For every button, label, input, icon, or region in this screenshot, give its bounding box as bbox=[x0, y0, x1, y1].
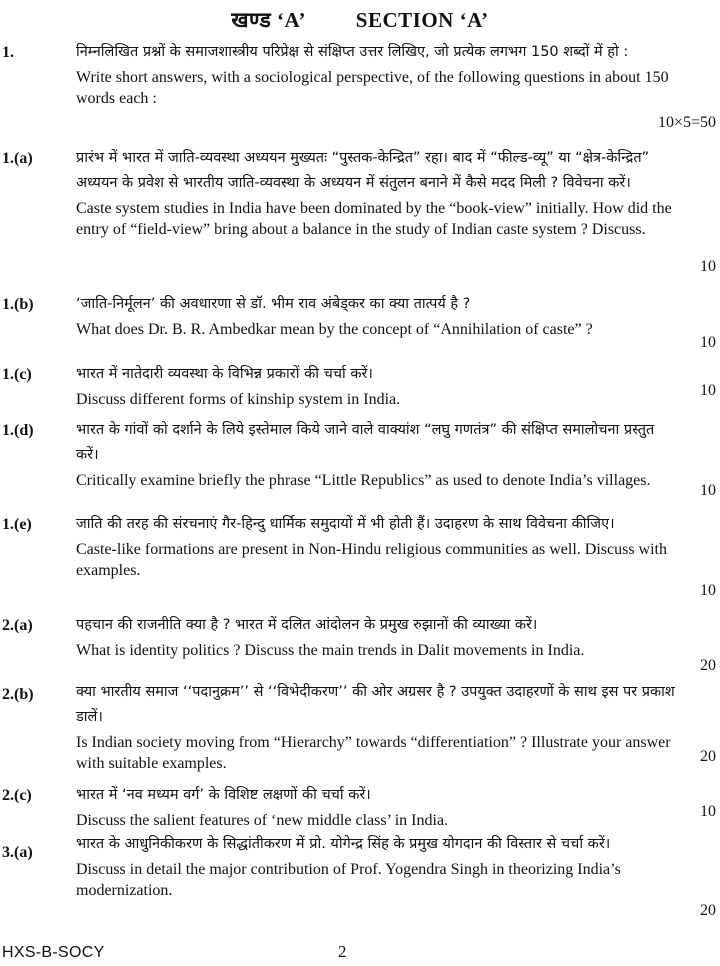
question-number: 1.(e) bbox=[2, 516, 32, 533]
question-text-english: Caste system studies in India have been dominated by the “book-view” initially. How did the entry of “field-view” bring about a balance in the study of Indian caste system ? Discuss. bbox=[76, 200, 672, 238]
question-text-hindi: पहचान की राजनीति क्या है ? भारत में दलित आंदोलन के प्रमुख रुझानों की व्याख्या करें। bbox=[76, 617, 538, 633]
question-text-hindi: भारत के आधुनिकीकरण के सिद्धांतीकरण में प्रो. योगेन्द्र सिंह के प्रमुख योगदान की विस्तार से चर्चा करें। bbox=[76, 836, 611, 852]
question-marks: 20 bbox=[700, 748, 716, 765]
question-text-english: Write short answers, with a sociological perspective, of the following questions in about 150 words each : bbox=[76, 69, 669, 107]
question-number: 1.(b) bbox=[2, 296, 34, 313]
question-marks: 10 bbox=[700, 803, 716, 820]
question-number: 2.(b) bbox=[2, 686, 34, 703]
question-marks: 10 bbox=[700, 334, 716, 351]
section-heading bbox=[0, 6, 720, 34]
question-marks: 10 bbox=[700, 382, 716, 399]
question-number: 1.(a) bbox=[2, 150, 33, 167]
question-number: 1. bbox=[2, 44, 14, 61]
question-marks: 10 bbox=[700, 582, 716, 599]
question-text-english: Discuss in detail the major contribution of Prof. Yogendra Singh in theorizing India’s modernization. bbox=[76, 861, 621, 899]
question-text-english: Caste-like formations are present in Non-Hindu religious communities as well. Discuss with examples. bbox=[76, 541, 667, 579]
question-marks: 10 bbox=[700, 258, 716, 275]
question-text-english: Discuss the salient features of ‘new middle class’ in India. bbox=[76, 812, 449, 829]
question-text-english: Discuss different forms of kinship system in India. bbox=[76, 391, 401, 408]
question-marks: 10 bbox=[700, 482, 716, 499]
section-title-hindi: खण्ड ‘A’ bbox=[231, 8, 307, 32]
question-number: 2.(a) bbox=[2, 617, 33, 634]
question-text-hindi: भारत के गांवों को दर्शाने के लिये इस्तेमाल किये जाने वाले वाक्यांश “लघु गणतंत्र” की संक्षिप्त समालोचना प्रस्तुत करें। bbox=[76, 422, 655, 463]
question-text-hindi: क्या भारतीय समाज ‘‘पदानुक्रम’’ से ‘‘विभेदीकरण’’ की ओर अग्रसर है ? उपयुक्त उदाहरणों के साथ इस पर प्रकाश डालें। bbox=[76, 684, 675, 725]
question-text-hindi: भारत में नातेदारी व्यवस्था के विभिन्न प्रकारों की चर्चा करें। bbox=[76, 366, 373, 382]
question-number: 1.(c) bbox=[2, 366, 32, 383]
question-number: 3.(a) bbox=[2, 844, 33, 861]
page-number: 2 bbox=[338, 942, 347, 961]
question-text-hindi: जाति की तरह की संरचनाएं गैर-हिन्दु धार्मिक समुदायों में भी होती हैं। उदाहरण के साथ विवेचना कीजिए। bbox=[76, 516, 615, 532]
paper-code: HXS-B-SOCY bbox=[2, 944, 105, 961]
question-text-hindi: भारत में ‘नव मध्यम वर्ग’ के विशिष्ट लक्षणों की चर्चा करें। bbox=[76, 787, 371, 803]
question-marks: 10×5=50 bbox=[657, 114, 716, 131]
question-text-english: Is Indian society moving from “Hierarchy” towards “differentiation” ? Illustrate your answer with suitable examples. bbox=[76, 734, 671, 772]
section-title-english: SECTION ‘A’ bbox=[355, 8, 489, 32]
question-text-hindi: निम्नलिखित प्रश्नों के समाजशास्त्रीय परिप्रेक्ष से संक्षिप्त उत्तर लिखिए, जो प्रत्येक लगभग 150 शब्दों में हो : bbox=[76, 44, 629, 60]
question-marks: 20 bbox=[700, 902, 716, 919]
question-number: 2.(c) bbox=[2, 787, 32, 804]
question-text-english: What does Dr. B. R. Ambedkar mean by the concept of “Annihilation of caste” ? bbox=[76, 321, 593, 338]
question-marks: 20 bbox=[700, 657, 716, 674]
question-text-english: Critically examine briefly the phrase “Little Republics” as used to denote India’s villages. bbox=[76, 472, 651, 489]
question-number: 1.(d) bbox=[2, 422, 34, 439]
question-text-hindi: ‘जाति-निर्मूलन’ की अवधारणा से डॉ. भीम राव अंबेड्कर का क्या तात्पर्य है ? bbox=[76, 296, 471, 312]
question-text-hindi: प्रारंभ में भारत में जाति-व्यवस्था अध्ययन मुख्यतः “पुस्तक-केन्द्रित” रहा। बाद में “फील्ड-व्यू” या “क्षेत्र-केन्द्रित” अध्ययन के प्रवेश से भारतीय जाति-व्यवस्था के अध्ययन में संतुलन बनाने में कैसे मदद मिली ? विवेचना करें। bbox=[76, 150, 650, 191]
question-text-english: What is identity politics ? Discuss the main trends in Dalit movements in India. bbox=[76, 642, 585, 659]
